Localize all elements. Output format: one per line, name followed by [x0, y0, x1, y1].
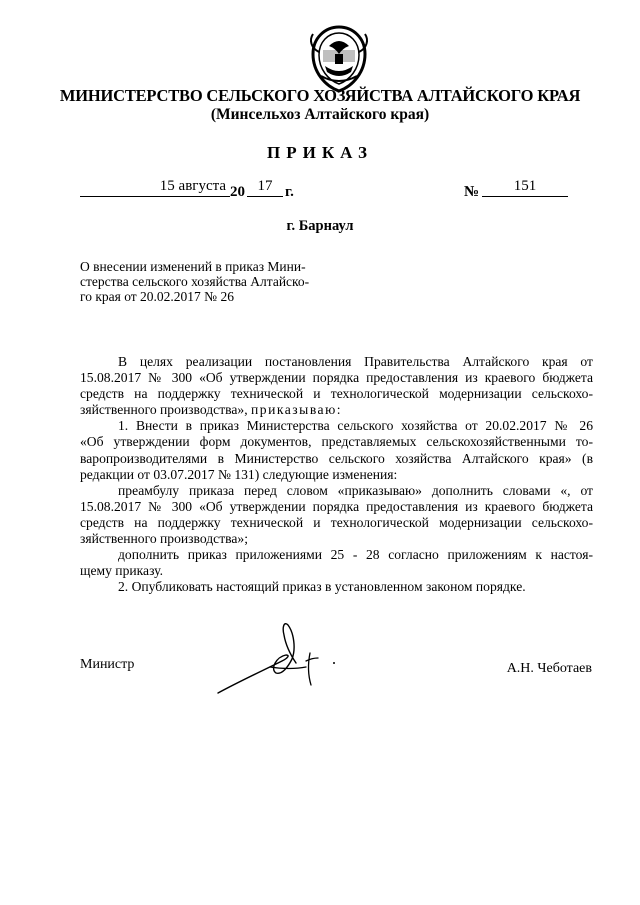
- subject-line: стерства сельского хозяйства Алтайско-: [80, 274, 310, 289]
- body-line: 1. Внести в приказ Министерства сельского хозяйства от 20.02.2017 № 26: [118, 418, 593, 434]
- body-line: 2. Опубликовать настоящий приказ в установленном законом порядке.: [118, 579, 526, 595]
- signer-name: А.Н. Чеботаев: [506, 661, 592, 676]
- body-line: «Об утверждении форм документов, представляемых сельскохозяйственными то-: [80, 434, 593, 450]
- order-verb: приказываю:: [251, 402, 343, 418]
- order-date-suffix: г.: [285, 184, 294, 200]
- order-subject: [80, 259, 330, 304]
- body-line: редакции от 03.07.2017 № 131) следующие изменения:: [80, 466, 398, 482]
- document-type: ПРИКАЗ: [267, 143, 373, 162]
- body-line: дополнить приказ приложениями 25 - 28 согласно приложениям к настоя-: [118, 547, 593, 563]
- city: г. Барнаул: [286, 218, 354, 234]
- signature-block: [0, 655, 640, 715]
- body-line: 15.08.2017 № 300 «Об утверждении порядка предоставления из краевого бюджета: [80, 370, 593, 386]
- body-text: зяйственного производства»,: [80, 402, 248, 418]
- body-line: [80, 402, 593, 418]
- body-line: варопроизводителями в Министерство сельского хозяйства Алтайского края» (в: [80, 450, 593, 466]
- coat-of-arms-emblem: [307, 24, 371, 94]
- order-date-day: [80, 176, 230, 197]
- body-line: средств на поддержку технической и технологической модернизации сельскохо-: [80, 386, 593, 402]
- handwritten-signature: [210, 611, 350, 711]
- order-number: 151: [482, 176, 568, 197]
- order-date-year: 17: [247, 176, 283, 197]
- subject-line: О внесении изменений в приказ Мини-: [80, 259, 306, 274]
- body-line: преамбулу приказа перед словом «приказываю» дополнить словами «, от: [118, 482, 593, 498]
- body-line: щему приказу.: [80, 563, 163, 579]
- body-line: средств на поддержку технической и технологической модернизации сельскохо-: [80, 514, 593, 530]
- date-day-text: 15 августа: [159, 178, 226, 194]
- order-body: [80, 354, 593, 595]
- signer-position: Министр: [80, 657, 135, 672]
- subject-line: го края от 20.02.2017 № 26: [80, 289, 234, 304]
- order-number-sign: №: [464, 184, 480, 200]
- order-date-century: 20: [230, 184, 245, 200]
- ministry-short-name: (Минсельхоз Алтайского края): [210, 106, 430, 123]
- body-line: 15.08.2017 № 300 «Об утверждении порядка предоставления из краевого бюджета: [80, 498, 593, 514]
- body-line: В целях реализации постановления Правительства Алтайского края от: [118, 354, 593, 369]
- ministry-name: МИНИСТЕРСТВО СЕЛЬСКОГО ХОЗЯЙСТВА АЛТАЙСКОГО КРАЯ: [59, 86, 581, 105]
- body-line: зяйственного производства»;: [80, 531, 249, 547]
